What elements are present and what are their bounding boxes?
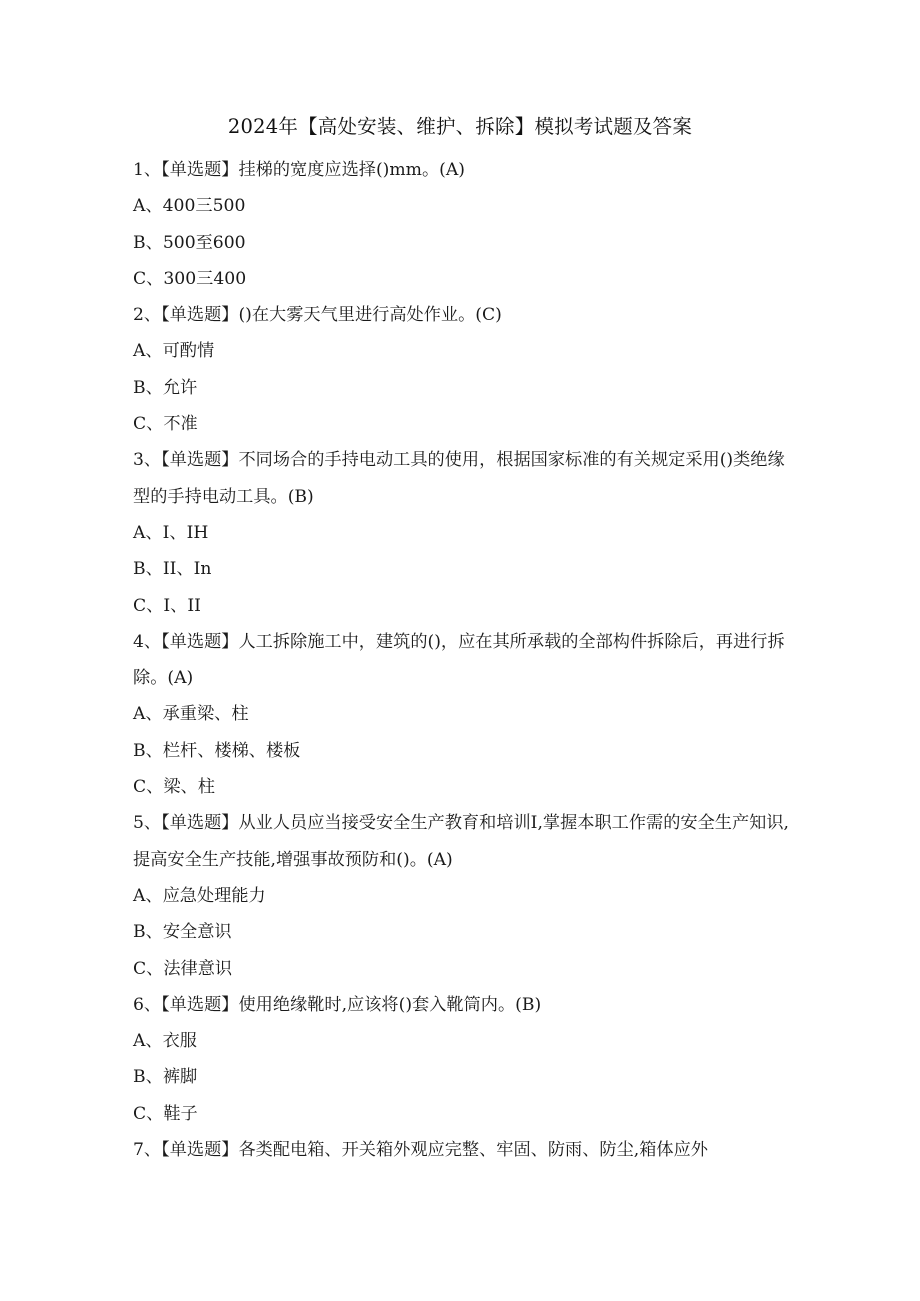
question-stem: 6、【单选题】使用绝缘靴时,应该将()套入靴筒内。(B)	[133, 994, 542, 1015]
question-item	[133, 1132, 793, 1168]
option-a: A、可酌情	[133, 341, 215, 362]
option-c: C、I、II	[133, 595, 201, 616]
document-title: 2024年【高处安装、维护、拆除】模拟考试题及答案	[227, 115, 693, 138]
question-stem: 4、【单选题】人工拆除施工中，建筑的()，应在其所承载的全部构件拆除后，再进行拆除。(A)	[133, 631, 785, 689]
option-c: C、不准	[133, 414, 198, 435]
question-stem: 7、【单选题】各类配电箱、开关箱外观应完整、牢固、防雨、防尘,箱体应外	[133, 1140, 708, 1161]
option-c: C、300三400	[133, 268, 247, 289]
question-stem: 1、【单选题】挂梯的宽度应选择()mm。(A)	[133, 160, 465, 180]
option-c: C、法律意识	[133, 958, 233, 979]
option-b: B、裤脚	[133, 1067, 198, 1088]
question-item	[133, 152, 793, 297]
option-a: A、应急处理能力	[133, 885, 266, 906]
option-a: A、承重梁、柱	[133, 704, 249, 725]
option-b: B、500至600	[133, 232, 246, 253]
question-stem: 5、【单选题】从业人员应当接受安全生产教育和培训I,掌握本职工作需的安全生产知识,提高安全生产技能,增强事故预防和()。(A)	[133, 813, 789, 870]
option-c: C、鞋子	[133, 1103, 198, 1124]
option-a: A、衣服	[133, 1031, 197, 1052]
option-b: B、允许	[133, 377, 198, 398]
question-stem: 3、【单选题】不同场合的手持电动工具的使用，根据国家标准的有关规定采用()类绝缘型的手持电动工具。(B)	[133, 450, 785, 507]
question-item	[133, 624, 793, 805]
option-b: B、II、In	[133, 559, 212, 580]
question-item	[133, 297, 793, 442]
question-stem: 2、【单选题】()在大雾天气里进行高处作业。(C)	[133, 305, 502, 326]
option-b: B、栏杆、楼梯、楼板	[133, 740, 301, 761]
option-b: B、安全意识	[133, 922, 232, 943]
option-a: A、400三500	[133, 196, 246, 217]
question-item	[133, 442, 793, 623]
option-a: A、I、IH	[133, 522, 209, 543]
option-c: C、梁、柱	[133, 777, 215, 798]
question-list	[133, 152, 793, 1168]
question-item	[133, 987, 793, 1132]
question-item	[133, 805, 793, 986]
